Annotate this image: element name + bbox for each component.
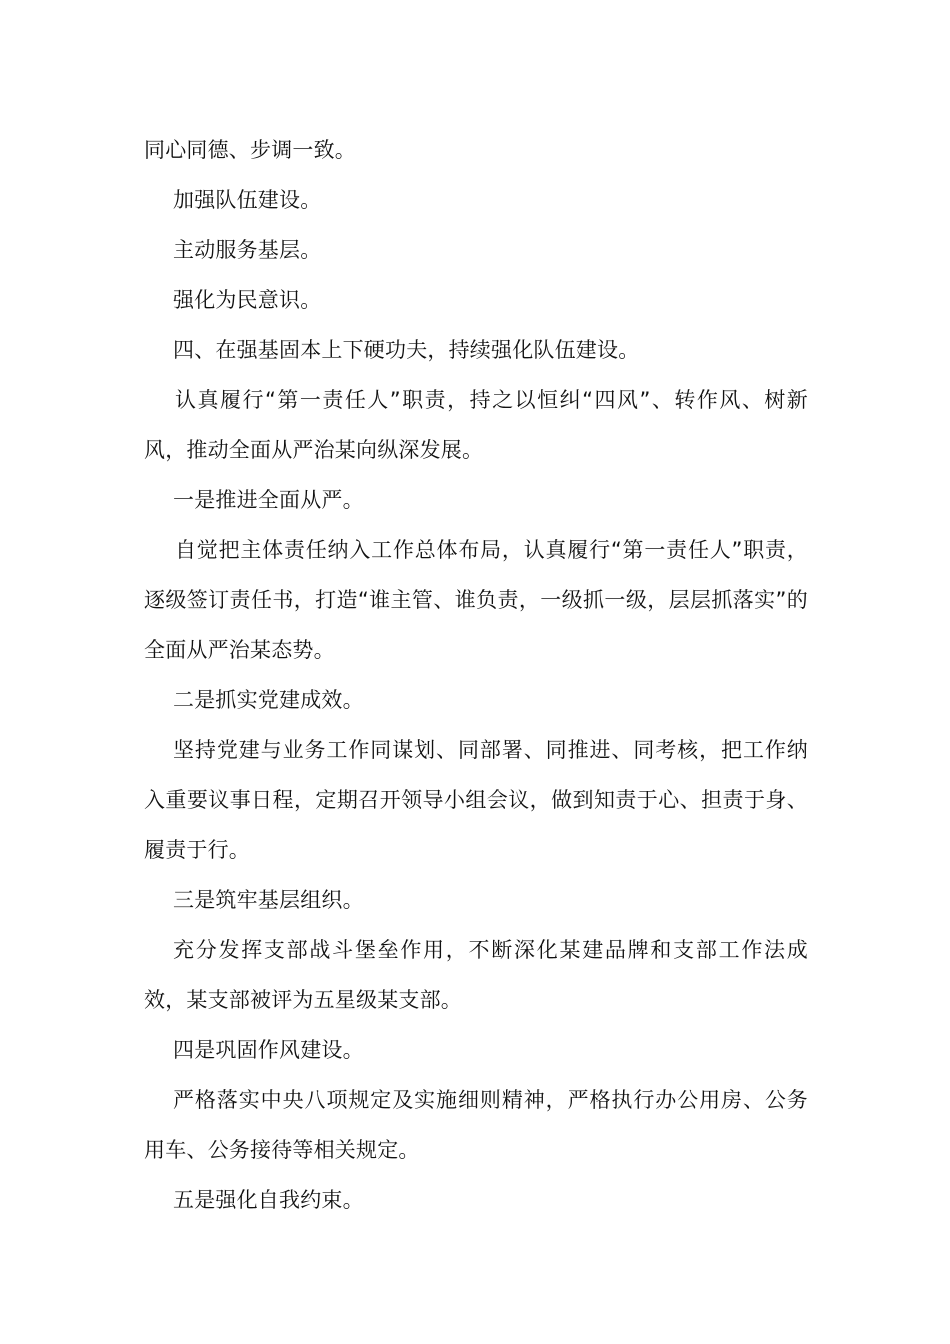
paragraph-continuation: 同心同德、步调一致。: [144, 138, 356, 162]
paragraph-body: 充分发挥支部战斗堡垒作用，不断深化某建品牌和支部工作法成效，某支部被评为五星级某支部。: [144, 938, 808, 1012]
paragraph-item: 强化为民意识。: [173, 288, 322, 312]
document-body: [144, 125, 808, 1225]
subheading: 二是抓实党建成效。: [173, 688, 364, 712]
paragraph-body: 自觉把主体责任纳入工作总体布局，认真履行“第一责任人”职责，逐级签订责任书，打造“谁主管、谁负责，一级抓一级，层层抓落实”的全面从严治某态势。: [144, 538, 808, 662]
section-heading: 四、在强基固本上下硬功夫，持续强化队伍建设。: [173, 338, 640, 362]
subheading: 三是筑牢基层组织。: [173, 888, 364, 912]
subheading: 五是强化自我约束。: [173, 1188, 364, 1212]
paragraph-body: 坚持党建与业务工作同谋划、同部署、同推进、同考核，把工作纳入重要议事日程，定期召开领导小组会议，做到知责于心、担责于身、履责于行。: [144, 738, 808, 862]
paragraph-body: 严格落实中央八项规定及实施细则精神，严格执行办公用房、公务用车、公务接待等相关规定。: [144, 1088, 808, 1162]
paragraph-item: 主动服务基层。: [173, 238, 322, 262]
subheading: 一是推进全面从严。: [173, 488, 364, 512]
paragraph-item: 加强队伍建设。: [173, 188, 322, 212]
subheading: 四是巩固作风建设。: [173, 1038, 364, 1062]
paragraph-body: 认真履行“第一责任人”职责，持之以恒纠“四风”、转作风、树新风，推动全面从严治某向纵深发展。: [144, 388, 808, 462]
